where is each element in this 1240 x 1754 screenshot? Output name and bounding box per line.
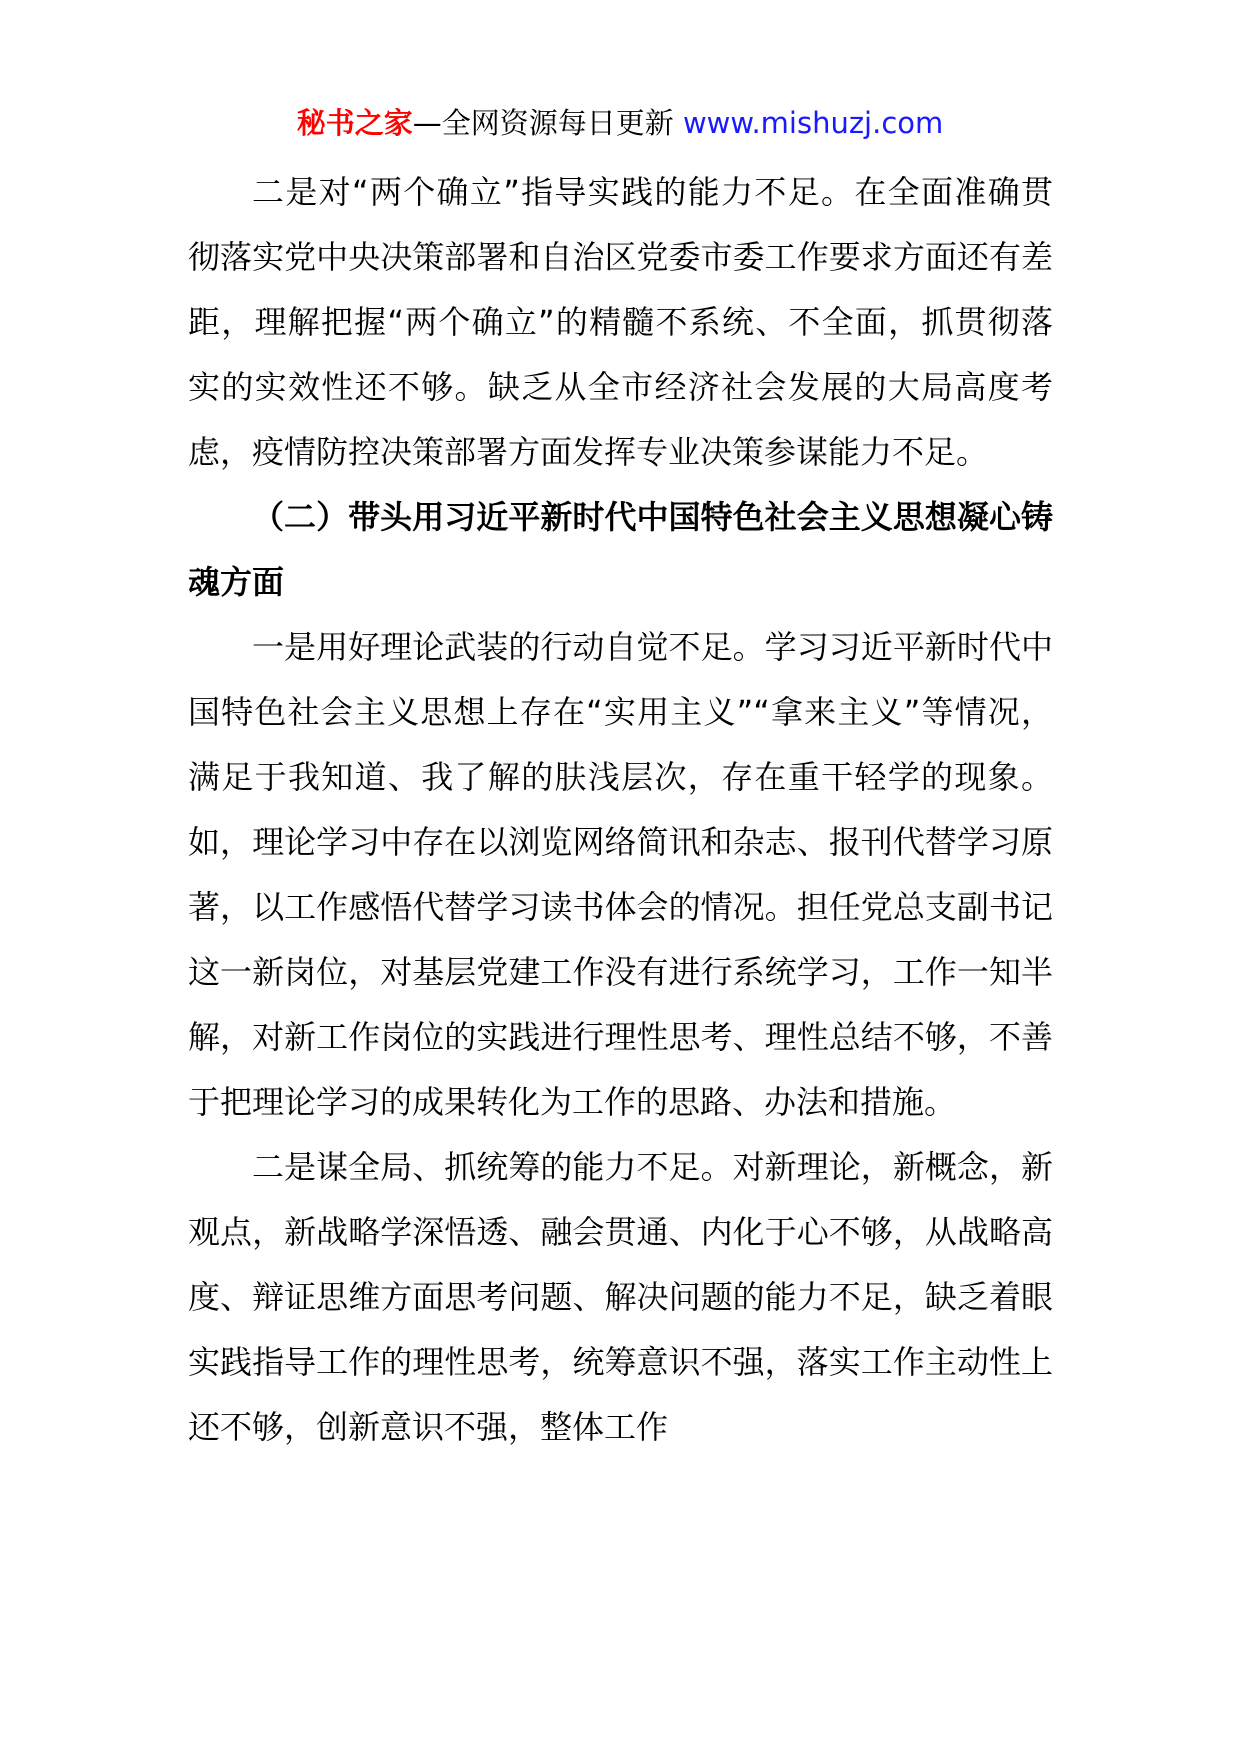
document-body (188, 160, 1053, 1460)
header-tagline: —全网资源每日更新 (412, 106, 674, 140)
paragraph-overall-planning: 二是谋全局、抓统筹的能力不足。对新理论，新概念，新观点，新战略学深悟透、融会贯通、内化于心不够，从战略高度、辩证思维方面思考问题、解决问题的能力不足，缺乏着眼实践指导工作的理性思考，统筹意识不强，落实工作主动性上还不够，创新意识不强，整体工作 (188, 1148, 1053, 1446)
paragraph-theory-armament: 一是用好理论武装的行动自觉不足。学习习近平新时代中国特色社会主义思想上存在“实用主义”“拿来主义”等情况，满足于我知道、我了解的肤浅层次，存在重干轻学的现象。如，理论学习中存在以浏览网络简讯和杂志、报刊代替学习原著，以工作感悟代替学习读书体会的情况。担任党总支副书记这一新岗位，对基层党建工作没有进行系统学习，工作一知半解，对新工作岗位的实践进行理性思考、理性总结不够，不善于把理论学习的成果转化为工作的思路、办法和措施。 (188, 628, 1053, 1121)
header-brand: 秘书之家 (296, 106, 413, 140)
paragraph-confirmation-ability: 二是对“两个确立”指导实践的能力不足。在全面准确贯彻落实党中央决策部署和自治区党委市委工作要求方面还有差距，理解把握“两个确立”的精髓不系统、不全面，抓贯彻落实的实效性还不够。缺乏从全市经济社会发展的大局高度考虑，疫情防控决策部署方面发挥专业决策参谋能力不足。 (188, 173, 1053, 471)
page-header (0, 103, 1240, 143)
header-url-link[interactable]: www.mishuzj.com (682, 106, 944, 140)
section-heading-2: （二）带头用习近平新时代中国特色社会主义思想凝心铸魂方面 (188, 498, 1053, 601)
